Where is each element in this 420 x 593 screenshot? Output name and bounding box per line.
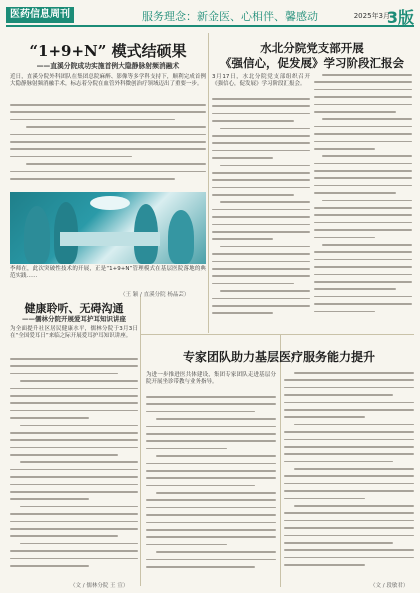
masthead-slogan: 服务理念：新金医、心相伴、馨感动 [142, 10, 318, 23]
text-lines [10, 104, 206, 185]
article-lead: 为进一步推进医共体建设，集团专家团队走进基层分院开展坐诊带教与业务指导。 [146, 372, 276, 386]
article-body [10, 74, 206, 190]
column-divider [280, 335, 281, 587]
article-body [10, 326, 138, 580]
byline: （文 / 段敏君） [370, 583, 409, 589]
surgery-photo [10, 192, 206, 264]
page-number: 3版 [386, 8, 414, 27]
article-subtitle: ——直溪分院成功实施首例大隐静脉射频消融术 [36, 62, 180, 70]
article-title: 《强信心，促发展》学习阶段汇报会 [220, 56, 404, 70]
article-body [146, 372, 276, 582]
article-body [314, 74, 412, 330]
article-subtitle: ——儒林分院开展爱耳护耳知识讲座 [22, 315, 126, 323]
byline: （文 / 儒林分院 王 宣） [70, 583, 129, 589]
byline: （王 颖 / 直溪分院 杨晶芸） [120, 292, 190, 298]
article-body [284, 372, 414, 582]
article-lead: 3月17日，水北分院党支部组织召开《强信心，促发展》学习阶段汇报会。 [212, 74, 310, 88]
masthead-date: 2025年3月 [353, 12, 390, 20]
article-title: “1+9+N” 模式结硕果 [29, 42, 187, 60]
section-divider [140, 334, 414, 335]
article-lead: 近日，直溪分院外科团队在集团总院麻醉、影像等多学科支持下，顺利完成首例大隐静脉射频消融手术，标志着分院在血管外科微创治疗领域迈出了重要一步。 [10, 74, 206, 88]
article-body [212, 74, 310, 330]
photo-caption: 李师在，此次突破性技术的开展，正是“1+9+N”管理模式在基层医院落地的典范实践…… [10, 266, 206, 280]
masthead [6, 5, 414, 27]
article-lead: 为全面提升社区居民健康水平，儒林分院于3月3日在“全国爱耳日”来临之际开展爱耳护耳知识讲座。 [10, 326, 138, 340]
article-title: 专家团队助力基层医疗服务能力提升 [182, 350, 375, 364]
column-divider [140, 296, 141, 586]
column-divider [208, 33, 209, 333]
masthead-logo: 医药信息周刊 [6, 7, 74, 23]
article-title: 水北分院党支部开展 [260, 41, 364, 55]
article-title: 健康聆听、无碍沟通 [24, 302, 124, 315]
